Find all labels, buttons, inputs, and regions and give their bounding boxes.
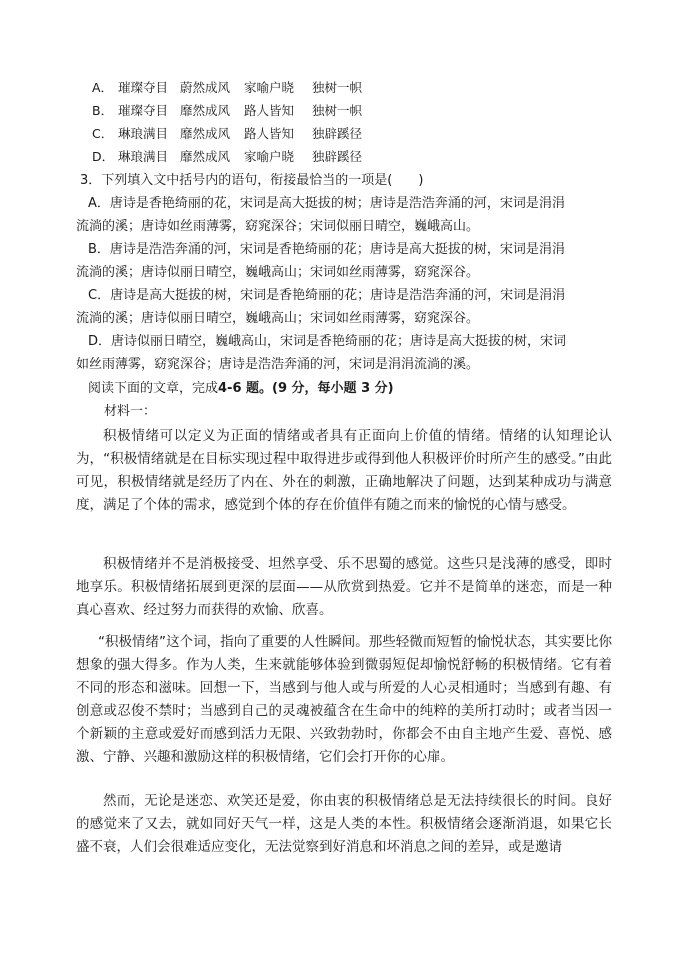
option-word-4: 独树一帜 <box>312 80 363 95</box>
option-word-1: 璀璨夺目 <box>118 103 169 118</box>
q3-option-d-line2: 如丝雨薄雾，窈窕深谷；唐诗是浩浩奔涌的河，宋词是涓涓流淌的溪。 <box>76 357 480 372</box>
paragraph-3 <box>76 631 612 769</box>
option-word-4: 独辟蹊径 <box>312 126 363 141</box>
option-word-2: 靡然成风 <box>180 103 231 118</box>
option-word-2: 蔚然成风 <box>180 80 231 95</box>
option-letter: B． <box>92 103 114 118</box>
option-letter: C． <box>92 126 114 141</box>
q3-option-b-line1: B．唐诗是浩浩奔涌的河，宋词是香艳绮丽的花；唐诗是高大挺拔的树，宋词是涓涓 <box>88 242 565 257</box>
option-letter: D． <box>92 149 115 164</box>
q2-option-a <box>92 79 362 96</box>
option-word-3: 路人皆知 <box>244 126 295 141</box>
q2-option-c <box>92 125 362 142</box>
q3-option-c-line2: 流淌的溪；唐诗似丽日晴空，巍峨高山；宋词如丝雨薄雾，窈窕深谷。 <box>76 311 480 326</box>
q3-option-c-line1: C．唐诗是高大挺拔的树，宋词是香艳绮丽的花；唐诗是浩浩奔涌的河，宋词是涓涓 <box>88 288 566 303</box>
option-word-3: 路人皆知 <box>244 103 295 118</box>
option-word-2: 靡然成风 <box>180 149 231 164</box>
option-word-1: 琳琅满目 <box>118 149 169 164</box>
q3-option-d-line1: D．唐诗似丽日晴空，巍峨高山，宋词是香艳绮丽的花；唐诗是高大挺拔的树，宋词 <box>88 334 567 349</box>
option-word-3: 家喻户晓 <box>244 80 295 95</box>
paragraph-2-text: 积极情绪并不是消极接受、坦然享受、乐不思蜀的感觉。这些只是浅薄的感受，即时地享乐。积极情绪拓展到更深的层面——从欣赏到热爱。它并不是简单的迷恋，而是一种真心喜欢、经过努力而获得的欢愉、欣喜。 <box>76 556 612 618</box>
option-word-4: 独树一帜 <box>312 103 363 118</box>
paragraph-4-text: 然而，无论是迷恋、欢笑还是爱，你由衷的积极情绪总是无法持续很长的时间。良好的感觉来了又去，就如同好天气一样，这是人类的本性。积极情绪会逐渐消退，如果它长盛不衰，人们会很难适应变化，无法觉察到好消息和坏消息之间的差异，或是邀请 <box>76 793 612 855</box>
material-label: 材料一： <box>104 404 157 419</box>
reading-instructions-text: 阅读下面的文章，完成 <box>88 381 219 396</box>
paragraph-1 <box>76 425 612 517</box>
q3-option-a-line1: A．唐诗是香艳绮丽的花，宋词是高大挺拔的树；唐诗是浩浩奔涌的河，宋词是涓涓 <box>88 196 565 211</box>
option-word-1: 琳琅满目 <box>118 126 169 141</box>
paragraph-3-text: “积极情绪”这个词，指向了重要的人性瞬间。那些轻微而短暂的愉悦状态，其实要比你想象的强大得多。作为人类，生来就能够体验到微弱短促却愉悦舒畅的积极情绪。它有着不同的形态和滋味。回想一下，当感到与他人或与所爱的人心灵相通时；当感到有趣、有创意或忍俊不禁时；当感到自己的灵魂被蕴含在生命中的纯粹的美所打动时；或者当因一个新颖的主意或爱好而感到活力无限、兴致勃勃时，你都会不由自主地产生爱、喜悦、感激、宁静、兴趣和激励这样的积极情绪，它们会打开你的心扉。 <box>76 634 612 765</box>
option-letter: A． <box>92 80 114 95</box>
q3-option-b-line2: 流淌的溪；唐诗似丽日晴空，巍峨高山；宋词如丝雨薄雾，窈窕深谷。 <box>76 265 480 280</box>
reading-instructions-score: 4-6 题。(9 分，每小题 3 分) <box>218 381 394 396</box>
option-word-1: 璀璨夺目 <box>118 80 169 95</box>
paragraph-2 <box>76 553 612 622</box>
q3-option-a-line2: 流淌的溪；唐诗如丝雨薄雾，窈窕深谷；宋词似丽日晴空，巍峨高山。 <box>76 219 480 234</box>
q3-stem: 3．下列填入文中括号内的语句，衔接最恰当的一项是( ) <box>80 173 424 188</box>
reading-instructions <box>88 380 394 397</box>
option-word-3: 家喻户晓 <box>244 149 295 164</box>
paragraph-4 <box>76 790 612 859</box>
q2-option-d <box>92 148 362 165</box>
option-word-2: 靡然成风 <box>180 126 231 141</box>
paragraph-1-text: 积极情绪可以定义为正面的情绪或者具有正面向上价值的情绪。情绪的认知理论认为，“积极情绪就是在目标实现过程中取得进步或得到他人积极评价时所产生的感受。”由此可见，积极情绪就是经历了内在、外在的刺激，正确地解决了问题，达到某种成功与满意度，满足了个体的需求，感觉到个体的存在价值伴有随之而来的愉悦的心情与感受。 <box>76 428 612 513</box>
option-word-4: 独辟蹊径 <box>312 149 363 164</box>
q2-option-b <box>92 102 362 119</box>
